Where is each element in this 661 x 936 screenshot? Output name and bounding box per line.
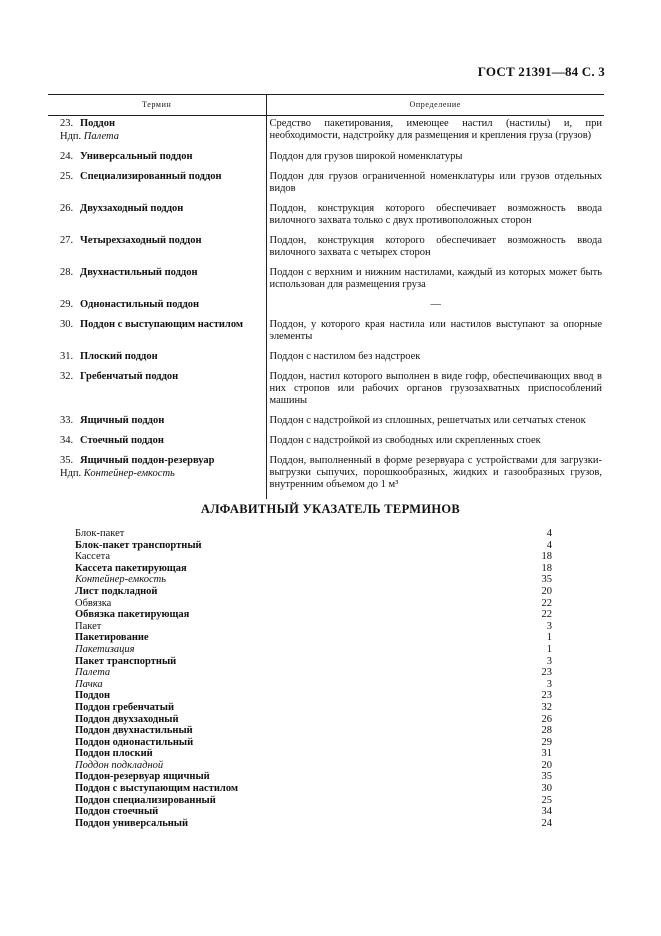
synonym-term: Контейнер-емкость xyxy=(83,468,175,479)
column-header-term: Термин xyxy=(48,95,266,116)
index-item xyxy=(75,771,552,783)
term-cell xyxy=(48,299,266,319)
table-row xyxy=(48,299,604,319)
term-number: 32. xyxy=(60,371,74,382)
term-name: Стоечный поддон xyxy=(80,435,164,446)
index-term: Поддон однонастильный xyxy=(75,736,194,748)
non-recommended-synonym xyxy=(60,130,266,143)
definition-cell: Поддон, конструкция которого обеспечивает возможность ввода вилочного захвата с четырех сторон xyxy=(266,235,604,267)
term-cell xyxy=(48,415,266,435)
index-item xyxy=(75,748,552,760)
term-number: 28. xyxy=(60,267,74,278)
index-page: 4 xyxy=(546,539,552,551)
term-cell xyxy=(48,435,266,455)
index-term: Поддон с выступающим настилом xyxy=(75,783,239,795)
index-page: 18 xyxy=(541,551,552,563)
index-term: Кассета xyxy=(75,551,111,563)
term-number: 23. xyxy=(60,118,74,129)
term-cell xyxy=(48,351,266,371)
index-page: 30 xyxy=(541,783,552,795)
definition-cell: Поддон с настилом без надстроек xyxy=(266,351,604,371)
index-item xyxy=(75,551,552,563)
index-page: 22 xyxy=(541,609,552,621)
index-term: Палета xyxy=(75,667,111,679)
definition-cell: Поддон с надстройкой из свободных или скрепленных стоек xyxy=(266,435,604,455)
index-page: 4 xyxy=(546,528,552,539)
term-number: 24. xyxy=(60,151,74,162)
index-item xyxy=(75,737,552,749)
term-name: Специализированный поддон xyxy=(80,171,222,182)
definition-cell: Средство пакетирования, имеющее настил (настилы) и, при необходимости, надстройку для размещения и крепления груза (грузов) xyxy=(266,116,604,152)
index-term: Поддон гребенчатый xyxy=(75,701,175,713)
term-name: Однонастильный поддон xyxy=(80,299,200,310)
index-item xyxy=(75,783,552,795)
index-page: 3 xyxy=(546,678,552,690)
term-cell xyxy=(48,319,266,351)
index-term: Поддон двухзаходный xyxy=(75,713,179,725)
index-item xyxy=(75,609,552,621)
index-page: 22 xyxy=(541,597,552,609)
table-row xyxy=(48,371,604,415)
term-number: 35. xyxy=(60,455,74,466)
synonym-prefix: Ндп. xyxy=(60,131,82,142)
table-row xyxy=(48,235,604,267)
index-term: Пачка xyxy=(75,678,103,690)
definition-cell: Поддон, у которого края настила или настилов выступают за опорные элементы xyxy=(266,319,604,351)
index-term: Кассета пакетирующая xyxy=(75,562,187,574)
definition-cell: Поддон, настил которого выполнен в виде гофр, обеспечивающих ввод в них стропов или рабочих органов грузозахватных приспособлений машины xyxy=(266,371,604,415)
index-item xyxy=(75,644,552,656)
index-item xyxy=(75,725,552,737)
term-name: Поддон xyxy=(80,118,116,129)
term-cell xyxy=(48,203,266,235)
index-term: Поддон xyxy=(75,690,111,702)
index-page: 20 xyxy=(541,759,552,771)
index-term: Поддон универсальный xyxy=(75,817,189,829)
term-name: Четырехзаходный поддон xyxy=(80,235,202,246)
index-page: 35 xyxy=(541,574,552,586)
table-row xyxy=(48,455,604,499)
index-item xyxy=(75,667,552,679)
index-term: Пакетизация xyxy=(75,643,135,655)
index-item xyxy=(75,621,552,633)
index-term: Обвязка пакетирующая xyxy=(75,609,190,621)
index-term: Поддон подкладной xyxy=(75,759,164,771)
term-number: 34. xyxy=(60,435,74,446)
table-row xyxy=(48,116,604,152)
index-item xyxy=(75,656,552,668)
definition-cell: Поддон для грузов широкой номенклатуры xyxy=(266,151,604,171)
index-item xyxy=(75,632,552,644)
term-number: 29. xyxy=(60,299,74,310)
term-number: 26. xyxy=(60,203,74,214)
table-row xyxy=(48,319,604,351)
term-name: Ящичный поддон-резервуар xyxy=(80,455,215,466)
term-name: Двухзаходный поддон xyxy=(80,203,184,214)
index-page: 31 xyxy=(541,748,552,760)
index-item xyxy=(75,574,552,586)
index-page: 3 xyxy=(546,620,552,632)
index-page: 35 xyxy=(541,771,552,783)
index-item xyxy=(75,690,552,702)
term-name: Плоский поддон xyxy=(80,351,158,362)
index-item xyxy=(75,528,552,540)
index-item xyxy=(75,598,552,610)
term-cell xyxy=(48,371,266,415)
index-page: 18 xyxy=(541,562,552,574)
index-item xyxy=(75,702,552,714)
index-page: 32 xyxy=(541,701,552,713)
index-item xyxy=(75,714,552,726)
index-page: 24 xyxy=(541,817,552,829)
index-page: 23 xyxy=(541,667,552,679)
page-header: ГОСТ 21391—84 С. 3 xyxy=(477,64,605,79)
term-name: Гребенчатый поддон xyxy=(80,371,179,382)
table-row xyxy=(48,435,604,455)
index-title: АЛФАВИТНЫЙ УКАЗАТЕЛЬ ТЕРМИНОВ xyxy=(200,502,461,516)
definition-cell: — xyxy=(266,299,604,319)
index-term: Пакетирование xyxy=(75,632,149,644)
table-row xyxy=(48,171,604,203)
index-page: 29 xyxy=(541,736,552,748)
table-row xyxy=(48,415,604,435)
term-cell xyxy=(48,171,266,203)
term-cell xyxy=(48,151,266,171)
term-cell xyxy=(48,116,266,152)
term-cell xyxy=(48,235,266,267)
definition-cell: Поддон с надстройкой из сплошных, решетчатых или сетчатых стенок xyxy=(266,415,604,435)
index-term: Контейнер-емкость xyxy=(75,574,167,586)
term-name: Универсальный поддон xyxy=(80,151,193,162)
definition-cell: Поддон с верхним и нижним настилами, каждый из которых может быть использован для размещения груза xyxy=(266,267,604,299)
index-term: Блок-пакет транспортный xyxy=(75,539,202,551)
index-term: Блок-пакет xyxy=(75,528,125,539)
index-page: 3 xyxy=(546,655,552,667)
term-number: 33. xyxy=(60,415,74,426)
term-number: 31. xyxy=(60,351,74,362)
index-item xyxy=(75,806,552,818)
definition-cell: Поддон, выполненный в форме резервуара с устройствами для загрузки-выгрузки сыпучих, порошкообразных, жидких и газообразных грузов, внутренним объемом до 1 м³ xyxy=(266,455,604,499)
index-term: Лист подкладной xyxy=(75,585,158,597)
table-row xyxy=(48,351,604,371)
synonym-prefix: Ндп. xyxy=(60,468,82,479)
index-term: Поддон стоечный xyxy=(75,806,159,818)
index-term: Пакет xyxy=(75,620,102,632)
term-cell xyxy=(48,455,266,499)
index-page: 23 xyxy=(541,690,552,702)
non-recommended-synonym xyxy=(60,467,266,480)
terms-table-body xyxy=(48,116,604,500)
table-row xyxy=(48,151,604,171)
index-page: 25 xyxy=(541,794,552,806)
alphabetical-index xyxy=(75,528,552,829)
terms-table xyxy=(48,94,604,499)
term-number: 25. xyxy=(60,171,74,182)
definition-cell: Поддон для грузов ограниченной номенклатуры или грузов отдельных видов xyxy=(266,171,604,203)
definition-cell: Поддон, конструкция которого обеспечивает возможность ввода вилочного захвата только с двух противоположных сторон xyxy=(266,203,604,235)
index-item xyxy=(75,679,552,691)
term-name: Ящичный поддон xyxy=(80,415,165,426)
index-page: 20 xyxy=(541,585,552,597)
index-item xyxy=(75,760,552,772)
index-page: 28 xyxy=(541,725,552,737)
index-term: Поддон-резервуар ящичный xyxy=(75,771,210,783)
index-item xyxy=(75,586,552,598)
column-header-definition: Определение xyxy=(266,95,604,116)
index-page: 26 xyxy=(541,713,552,725)
index-item xyxy=(75,540,552,552)
table-row xyxy=(48,203,604,235)
term-number: 27. xyxy=(60,235,74,246)
index-term: Поддон двухнастильный xyxy=(75,725,193,737)
index-term: Обвязка xyxy=(75,597,112,609)
index-page: 1 xyxy=(546,643,552,655)
term-number: 30. xyxy=(60,319,74,330)
index-item xyxy=(75,795,552,807)
index-item xyxy=(75,818,552,830)
term-cell xyxy=(48,267,266,299)
table-row xyxy=(48,267,604,299)
term-name: Поддон с выступающим настилом xyxy=(80,319,244,330)
index-term: Поддон специализированный xyxy=(75,794,216,806)
index-item xyxy=(75,563,552,575)
term-name: Двухнастильный поддон xyxy=(80,267,198,278)
index-page: 34 xyxy=(541,806,552,818)
synonym-term: Палета xyxy=(83,131,119,142)
index-term: Пакет транспортный xyxy=(75,655,177,667)
index-page: 1 xyxy=(546,632,552,644)
index-term: Поддон плоский xyxy=(75,748,153,760)
